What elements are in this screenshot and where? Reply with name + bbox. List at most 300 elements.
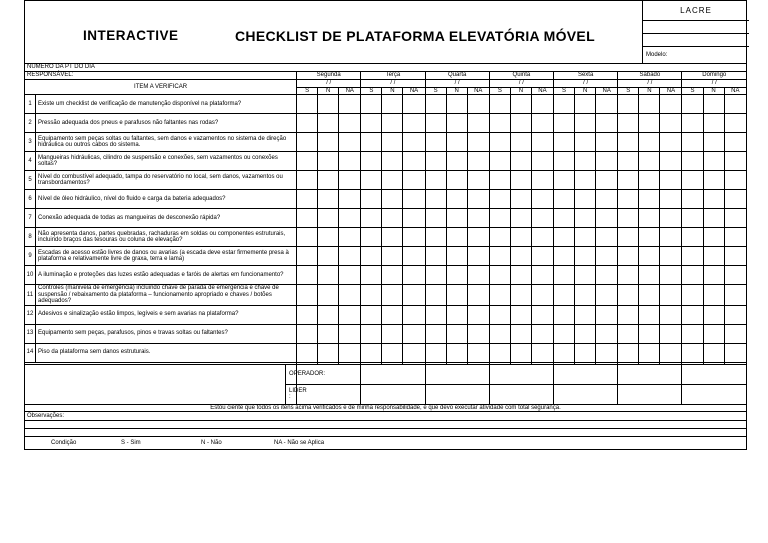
check-cell[interactable] — [703, 343, 724, 362]
check-cell[interactable] — [531, 247, 553, 266]
check-cell[interactable] — [639, 228, 660, 247]
check-cell[interactable] — [703, 152, 724, 171]
check-cell[interactable] — [403, 343, 425, 362]
operador-signature-field[interactable] — [425, 364, 489, 384]
check-cell[interactable] — [596, 209, 618, 228]
check-cell[interactable] — [382, 343, 403, 362]
check-cell[interactable] — [531, 190, 553, 209]
check-cell[interactable] — [682, 343, 703, 362]
check-cell[interactable] — [596, 285, 618, 306]
check-cell[interactable] — [318, 305, 339, 324]
day-date-field[interactable]: / / — [554, 80, 618, 88]
check-cell[interactable] — [446, 95, 467, 114]
check-cell[interactable] — [361, 171, 382, 190]
operador-signature-field[interactable] — [489, 364, 553, 384]
check-cell[interactable] — [489, 190, 510, 209]
check-cell[interactable] — [531, 324, 553, 343]
check-cell[interactable] — [318, 133, 339, 152]
check-cell[interactable] — [361, 95, 382, 114]
check-cell[interactable] — [639, 305, 660, 324]
check-cell[interactable] — [297, 133, 318, 152]
check-cell[interactable] — [575, 190, 596, 209]
check-cell[interactable] — [489, 152, 510, 171]
check-cell[interactable] — [724, 133, 746, 152]
check-cell[interactable] — [724, 305, 746, 324]
check-cell[interactable] — [489, 324, 510, 343]
check-cell[interactable] — [575, 152, 596, 171]
check-cell[interactable] — [531, 95, 553, 114]
check-cell[interactable] — [467, 228, 489, 247]
check-cell[interactable] — [510, 114, 531, 133]
check-cell[interactable] — [554, 285, 575, 306]
check-cell[interactable] — [425, 171, 446, 190]
check-cell[interactable] — [361, 266, 382, 285]
check-cell[interactable] — [575, 266, 596, 285]
check-cell[interactable] — [403, 266, 425, 285]
lacre-field-1[interactable] — [643, 21, 749, 34]
check-cell[interactable] — [510, 228, 531, 247]
check-cell[interactable] — [297, 114, 318, 133]
lider-signature-field[interactable] — [618, 384, 682, 404]
check-cell[interactable] — [361, 285, 382, 306]
check-cell[interactable] — [425, 133, 446, 152]
check-cell[interactable] — [425, 305, 446, 324]
check-cell[interactable] — [531, 133, 553, 152]
check-cell[interactable] — [724, 190, 746, 209]
check-cell[interactable] — [618, 209, 639, 228]
check-cell[interactable] — [446, 152, 467, 171]
check-cell[interactable] — [297, 152, 318, 171]
check-cell[interactable] — [531, 305, 553, 324]
check-cell[interactable] — [318, 95, 339, 114]
check-cell[interactable] — [618, 228, 639, 247]
lider-signature-field[interactable] — [554, 384, 618, 404]
check-cell[interactable] — [618, 152, 639, 171]
check-cell[interactable] — [724, 343, 746, 362]
check-cell[interactable] — [510, 152, 531, 171]
lider-signature-field[interactable] — [425, 384, 489, 404]
check-cell[interactable] — [510, 95, 531, 114]
lider-signature-field[interactable] — [489, 384, 553, 404]
check-cell[interactable] — [297, 95, 318, 114]
day-date-field[interactable]: / / — [297, 80, 361, 88]
check-cell[interactable] — [339, 114, 361, 133]
check-cell[interactable] — [446, 171, 467, 190]
check-cell[interactable] — [403, 228, 425, 247]
observacoes-field[interactable]: Observações: — [25, 412, 747, 421]
check-cell[interactable] — [575, 285, 596, 306]
check-cell[interactable] — [703, 305, 724, 324]
check-cell[interactable] — [554, 114, 575, 133]
check-cell[interactable] — [531, 152, 553, 171]
check-cell[interactable] — [425, 114, 446, 133]
check-cell[interactable] — [489, 266, 510, 285]
check-cell[interactable] — [639, 343, 660, 362]
check-cell[interactable] — [339, 343, 361, 362]
check-cell[interactable] — [682, 190, 703, 209]
check-cell[interactable] — [596, 114, 618, 133]
observacoes-line[interactable] — [25, 429, 747, 437]
check-cell[interactable] — [554, 324, 575, 343]
check-cell[interactable] — [639, 133, 660, 152]
check-cell[interactable] — [382, 305, 403, 324]
check-cell[interactable] — [575, 95, 596, 114]
check-cell[interactable] — [446, 266, 467, 285]
operador-signature-field[interactable] — [682, 364, 747, 384]
check-cell[interactable] — [660, 266, 682, 285]
check-cell[interactable] — [403, 324, 425, 343]
check-cell[interactable] — [297, 171, 318, 190]
check-cell[interactable] — [639, 247, 660, 266]
check-cell[interactable] — [682, 95, 703, 114]
check-cell[interactable] — [382, 190, 403, 209]
check-cell[interactable] — [596, 171, 618, 190]
check-cell[interactable] — [575, 343, 596, 362]
check-cell[interactable] — [510, 171, 531, 190]
check-cell[interactable] — [703, 247, 724, 266]
check-cell[interactable] — [639, 114, 660, 133]
check-cell[interactable] — [297, 209, 318, 228]
check-cell[interactable] — [339, 247, 361, 266]
check-cell[interactable] — [724, 247, 746, 266]
check-cell[interactable] — [618, 305, 639, 324]
check-cell[interactable] — [297, 247, 318, 266]
check-cell[interactable] — [382, 95, 403, 114]
check-cell[interactable] — [618, 133, 639, 152]
check-cell[interactable] — [639, 152, 660, 171]
check-cell[interactable] — [554, 133, 575, 152]
check-cell[interactable] — [361, 209, 382, 228]
check-cell[interactable] — [467, 266, 489, 285]
check-cell[interactable] — [382, 324, 403, 343]
check-cell[interactable] — [618, 190, 639, 209]
check-cell[interactable] — [446, 133, 467, 152]
check-cell[interactable] — [682, 324, 703, 343]
check-cell[interactable] — [489, 285, 510, 306]
check-cell[interactable] — [425, 209, 446, 228]
check-cell[interactable] — [339, 133, 361, 152]
check-cell[interactable] — [554, 247, 575, 266]
check-cell[interactable] — [318, 324, 339, 343]
check-cell[interactable] — [425, 190, 446, 209]
check-cell[interactable] — [297, 228, 318, 247]
check-cell[interactable] — [382, 266, 403, 285]
check-cell[interactable] — [489, 343, 510, 362]
check-cell[interactable] — [467, 95, 489, 114]
check-cell[interactable] — [596, 305, 618, 324]
check-cell[interactable] — [554, 190, 575, 209]
check-cell[interactable] — [446, 305, 467, 324]
check-cell[interactable] — [510, 305, 531, 324]
check-cell[interactable] — [403, 209, 425, 228]
check-cell[interactable] — [361, 247, 382, 266]
check-cell[interactable] — [660, 343, 682, 362]
check-cell[interactable] — [703, 324, 724, 343]
check-cell[interactable] — [703, 190, 724, 209]
check-cell[interactable] — [531, 171, 553, 190]
check-cell[interactable] — [510, 324, 531, 343]
check-cell[interactable] — [554, 228, 575, 247]
observacoes-line[interactable] — [25, 421, 747, 429]
check-cell[interactable] — [446, 114, 467, 133]
check-cell[interactable] — [425, 343, 446, 362]
check-cell[interactable] — [724, 324, 746, 343]
check-cell[interactable] — [489, 247, 510, 266]
check-cell[interactable] — [403, 133, 425, 152]
check-cell[interactable] — [618, 95, 639, 114]
lider-signature-field[interactable] — [361, 384, 425, 404]
check-cell[interactable] — [703, 228, 724, 247]
check-cell[interactable] — [489, 95, 510, 114]
check-cell[interactable] — [682, 266, 703, 285]
operador-signature-field[interactable] — [361, 364, 425, 384]
check-cell[interactable] — [425, 228, 446, 247]
check-cell[interactable] — [660, 114, 682, 133]
check-cell[interactable] — [639, 285, 660, 306]
check-cell[interactable] — [618, 324, 639, 343]
check-cell[interactable] — [554, 171, 575, 190]
check-cell[interactable] — [724, 209, 746, 228]
day-date-field[interactable]: / / — [361, 80, 425, 88]
check-cell[interactable] — [575, 209, 596, 228]
check-cell[interactable] — [467, 190, 489, 209]
check-cell[interactable] — [724, 152, 746, 171]
check-cell[interactable] — [703, 266, 724, 285]
check-cell[interactable] — [531, 343, 553, 362]
check-cell[interactable] — [660, 209, 682, 228]
check-cell[interactable] — [318, 228, 339, 247]
check-cell[interactable] — [382, 171, 403, 190]
check-cell[interactable] — [703, 114, 724, 133]
check-cell[interactable] — [382, 228, 403, 247]
check-cell[interactable] — [297, 343, 318, 362]
check-cell[interactable] — [403, 171, 425, 190]
check-cell[interactable] — [575, 324, 596, 343]
check-cell[interactable] — [682, 247, 703, 266]
check-cell[interactable] — [682, 209, 703, 228]
check-cell[interactable] — [618, 247, 639, 266]
check-cell[interactable] — [596, 95, 618, 114]
check-cell[interactable] — [575, 114, 596, 133]
check-cell[interactable] — [724, 266, 746, 285]
check-cell[interactable] — [467, 285, 489, 306]
check-cell[interactable] — [382, 114, 403, 133]
day-date-field[interactable]: / / — [682, 80, 747, 88]
check-cell[interactable] — [639, 190, 660, 209]
check-cell[interactable] — [724, 95, 746, 114]
check-cell[interactable] — [489, 305, 510, 324]
check-cell[interactable] — [510, 247, 531, 266]
check-cell[interactable] — [660, 228, 682, 247]
check-cell[interactable] — [339, 95, 361, 114]
check-cell[interactable] — [682, 114, 703, 133]
check-cell[interactable] — [339, 171, 361, 190]
operador-signature-field[interactable] — [618, 364, 682, 384]
check-cell[interactable] — [361, 133, 382, 152]
check-cell[interactable] — [403, 152, 425, 171]
check-cell[interactable] — [489, 228, 510, 247]
check-cell[interactable] — [703, 95, 724, 114]
check-cell[interactable] — [403, 305, 425, 324]
check-cell[interactable] — [318, 343, 339, 362]
check-cell[interactable] — [361, 114, 382, 133]
check-cell[interactable] — [339, 285, 361, 306]
check-cell[interactable] — [489, 171, 510, 190]
check-cell[interactable] — [361, 305, 382, 324]
check-cell[interactable] — [318, 209, 339, 228]
check-cell[interactable] — [425, 324, 446, 343]
check-cell[interactable] — [318, 285, 339, 306]
check-cell[interactable] — [575, 171, 596, 190]
check-cell[interactable] — [297, 266, 318, 285]
check-cell[interactable] — [531, 209, 553, 228]
check-cell[interactable] — [403, 285, 425, 306]
check-cell[interactable] — [361, 152, 382, 171]
check-cell[interactable] — [531, 285, 553, 306]
check-cell[interactable] — [467, 133, 489, 152]
day-date-field[interactable]: / / — [618, 80, 682, 88]
check-cell[interactable] — [467, 247, 489, 266]
check-cell[interactable] — [724, 228, 746, 247]
check-cell[interactable] — [639, 95, 660, 114]
check-cell[interactable] — [489, 209, 510, 228]
check-cell[interactable] — [339, 324, 361, 343]
check-cell[interactable] — [318, 247, 339, 266]
check-cell[interactable] — [403, 247, 425, 266]
check-cell[interactable] — [425, 266, 446, 285]
pt-number-field[interactable]: NUMERO DA PT DO DIA — [25, 64, 747, 72]
check-cell[interactable] — [318, 114, 339, 133]
check-cell[interactable] — [510, 209, 531, 228]
check-cell[interactable] — [382, 285, 403, 306]
check-cell[interactable] — [467, 343, 489, 362]
check-cell[interactable] — [339, 305, 361, 324]
check-cell[interactable] — [554, 343, 575, 362]
check-cell[interactable] — [682, 152, 703, 171]
check-cell[interactable] — [339, 209, 361, 228]
check-cell[interactable] — [446, 324, 467, 343]
check-cell[interactable] — [596, 133, 618, 152]
check-cell[interactable] — [575, 133, 596, 152]
check-cell[interactable] — [531, 228, 553, 247]
check-cell[interactable] — [639, 171, 660, 190]
check-cell[interactable] — [703, 171, 724, 190]
check-cell[interactable] — [596, 343, 618, 362]
check-cell[interactable] — [703, 133, 724, 152]
check-cell[interactable] — [639, 324, 660, 343]
check-cell[interactable] — [467, 171, 489, 190]
check-cell[interactable] — [618, 343, 639, 362]
check-cell[interactable] — [596, 266, 618, 285]
check-cell[interactable] — [703, 209, 724, 228]
check-cell[interactable] — [446, 343, 467, 362]
check-cell[interactable] — [318, 190, 339, 209]
check-cell[interactable] — [618, 114, 639, 133]
check-cell[interactable] — [554, 305, 575, 324]
check-cell[interactable] — [382, 209, 403, 228]
check-cell[interactable] — [467, 209, 489, 228]
check-cell[interactable] — [682, 285, 703, 306]
check-cell[interactable] — [724, 171, 746, 190]
check-cell[interactable] — [531, 114, 553, 133]
check-cell[interactable] — [361, 190, 382, 209]
check-cell[interactable] — [382, 247, 403, 266]
check-cell[interactable] — [297, 305, 318, 324]
check-cell[interactable] — [510, 266, 531, 285]
check-cell[interactable] — [510, 190, 531, 209]
check-cell[interactable] — [489, 133, 510, 152]
check-cell[interactable] — [660, 171, 682, 190]
check-cell[interactable] — [297, 285, 318, 306]
check-cell[interactable] — [682, 228, 703, 247]
check-cell[interactable] — [639, 266, 660, 285]
responsavel-field[interactable]: RESPONSÁVEL: — [25, 72, 297, 80]
check-cell[interactable] — [446, 247, 467, 266]
check-cell[interactable] — [575, 305, 596, 324]
lider-signature-field[interactable] — [297, 384, 361, 404]
check-cell[interactable] — [682, 305, 703, 324]
check-cell[interactable] — [318, 266, 339, 285]
check-cell[interactable] — [467, 324, 489, 343]
check-cell[interactable] — [596, 324, 618, 343]
check-cell[interactable] — [467, 114, 489, 133]
check-cell[interactable] — [425, 95, 446, 114]
check-cell[interactable] — [318, 171, 339, 190]
check-cell[interactable] — [339, 190, 361, 209]
check-cell[interactable] — [467, 305, 489, 324]
check-cell[interactable] — [510, 133, 531, 152]
check-cell[interactable] — [618, 171, 639, 190]
check-cell[interactable] — [382, 133, 403, 152]
check-cell[interactable] — [596, 190, 618, 209]
check-cell[interactable] — [339, 266, 361, 285]
check-cell[interactable] — [660, 285, 682, 306]
check-cell[interactable] — [639, 209, 660, 228]
check-cell[interactable] — [660, 305, 682, 324]
check-cell[interactable] — [339, 152, 361, 171]
check-cell[interactable] — [297, 324, 318, 343]
check-cell[interactable] — [660, 133, 682, 152]
check-cell[interactable] — [554, 266, 575, 285]
check-cell[interactable] — [446, 285, 467, 306]
check-cell[interactable] — [297, 190, 318, 209]
check-cell[interactable] — [682, 133, 703, 152]
check-cell[interactable] — [425, 152, 446, 171]
check-cell[interactable] — [660, 190, 682, 209]
check-cell[interactable] — [489, 114, 510, 133]
check-cell[interactable] — [575, 247, 596, 266]
check-cell[interactable] — [361, 324, 382, 343]
check-cell[interactable] — [703, 285, 724, 306]
check-cell[interactable] — [724, 114, 746, 133]
check-cell[interactable] — [361, 343, 382, 362]
operador-signature-field[interactable] — [554, 364, 618, 384]
check-cell[interactable] — [618, 266, 639, 285]
check-cell[interactable] — [361, 228, 382, 247]
check-cell[interactable] — [510, 343, 531, 362]
lacre-field-2[interactable] — [643, 34, 749, 47]
check-cell[interactable] — [660, 324, 682, 343]
check-cell[interactable] — [403, 95, 425, 114]
check-cell[interactable] — [425, 247, 446, 266]
check-cell[interactable] — [446, 209, 467, 228]
check-cell[interactable] — [596, 152, 618, 171]
check-cell[interactable] — [554, 95, 575, 114]
check-cell[interactable] — [660, 152, 682, 171]
check-cell[interactable] — [403, 190, 425, 209]
check-cell[interactable] — [318, 152, 339, 171]
check-cell[interactable] — [403, 114, 425, 133]
